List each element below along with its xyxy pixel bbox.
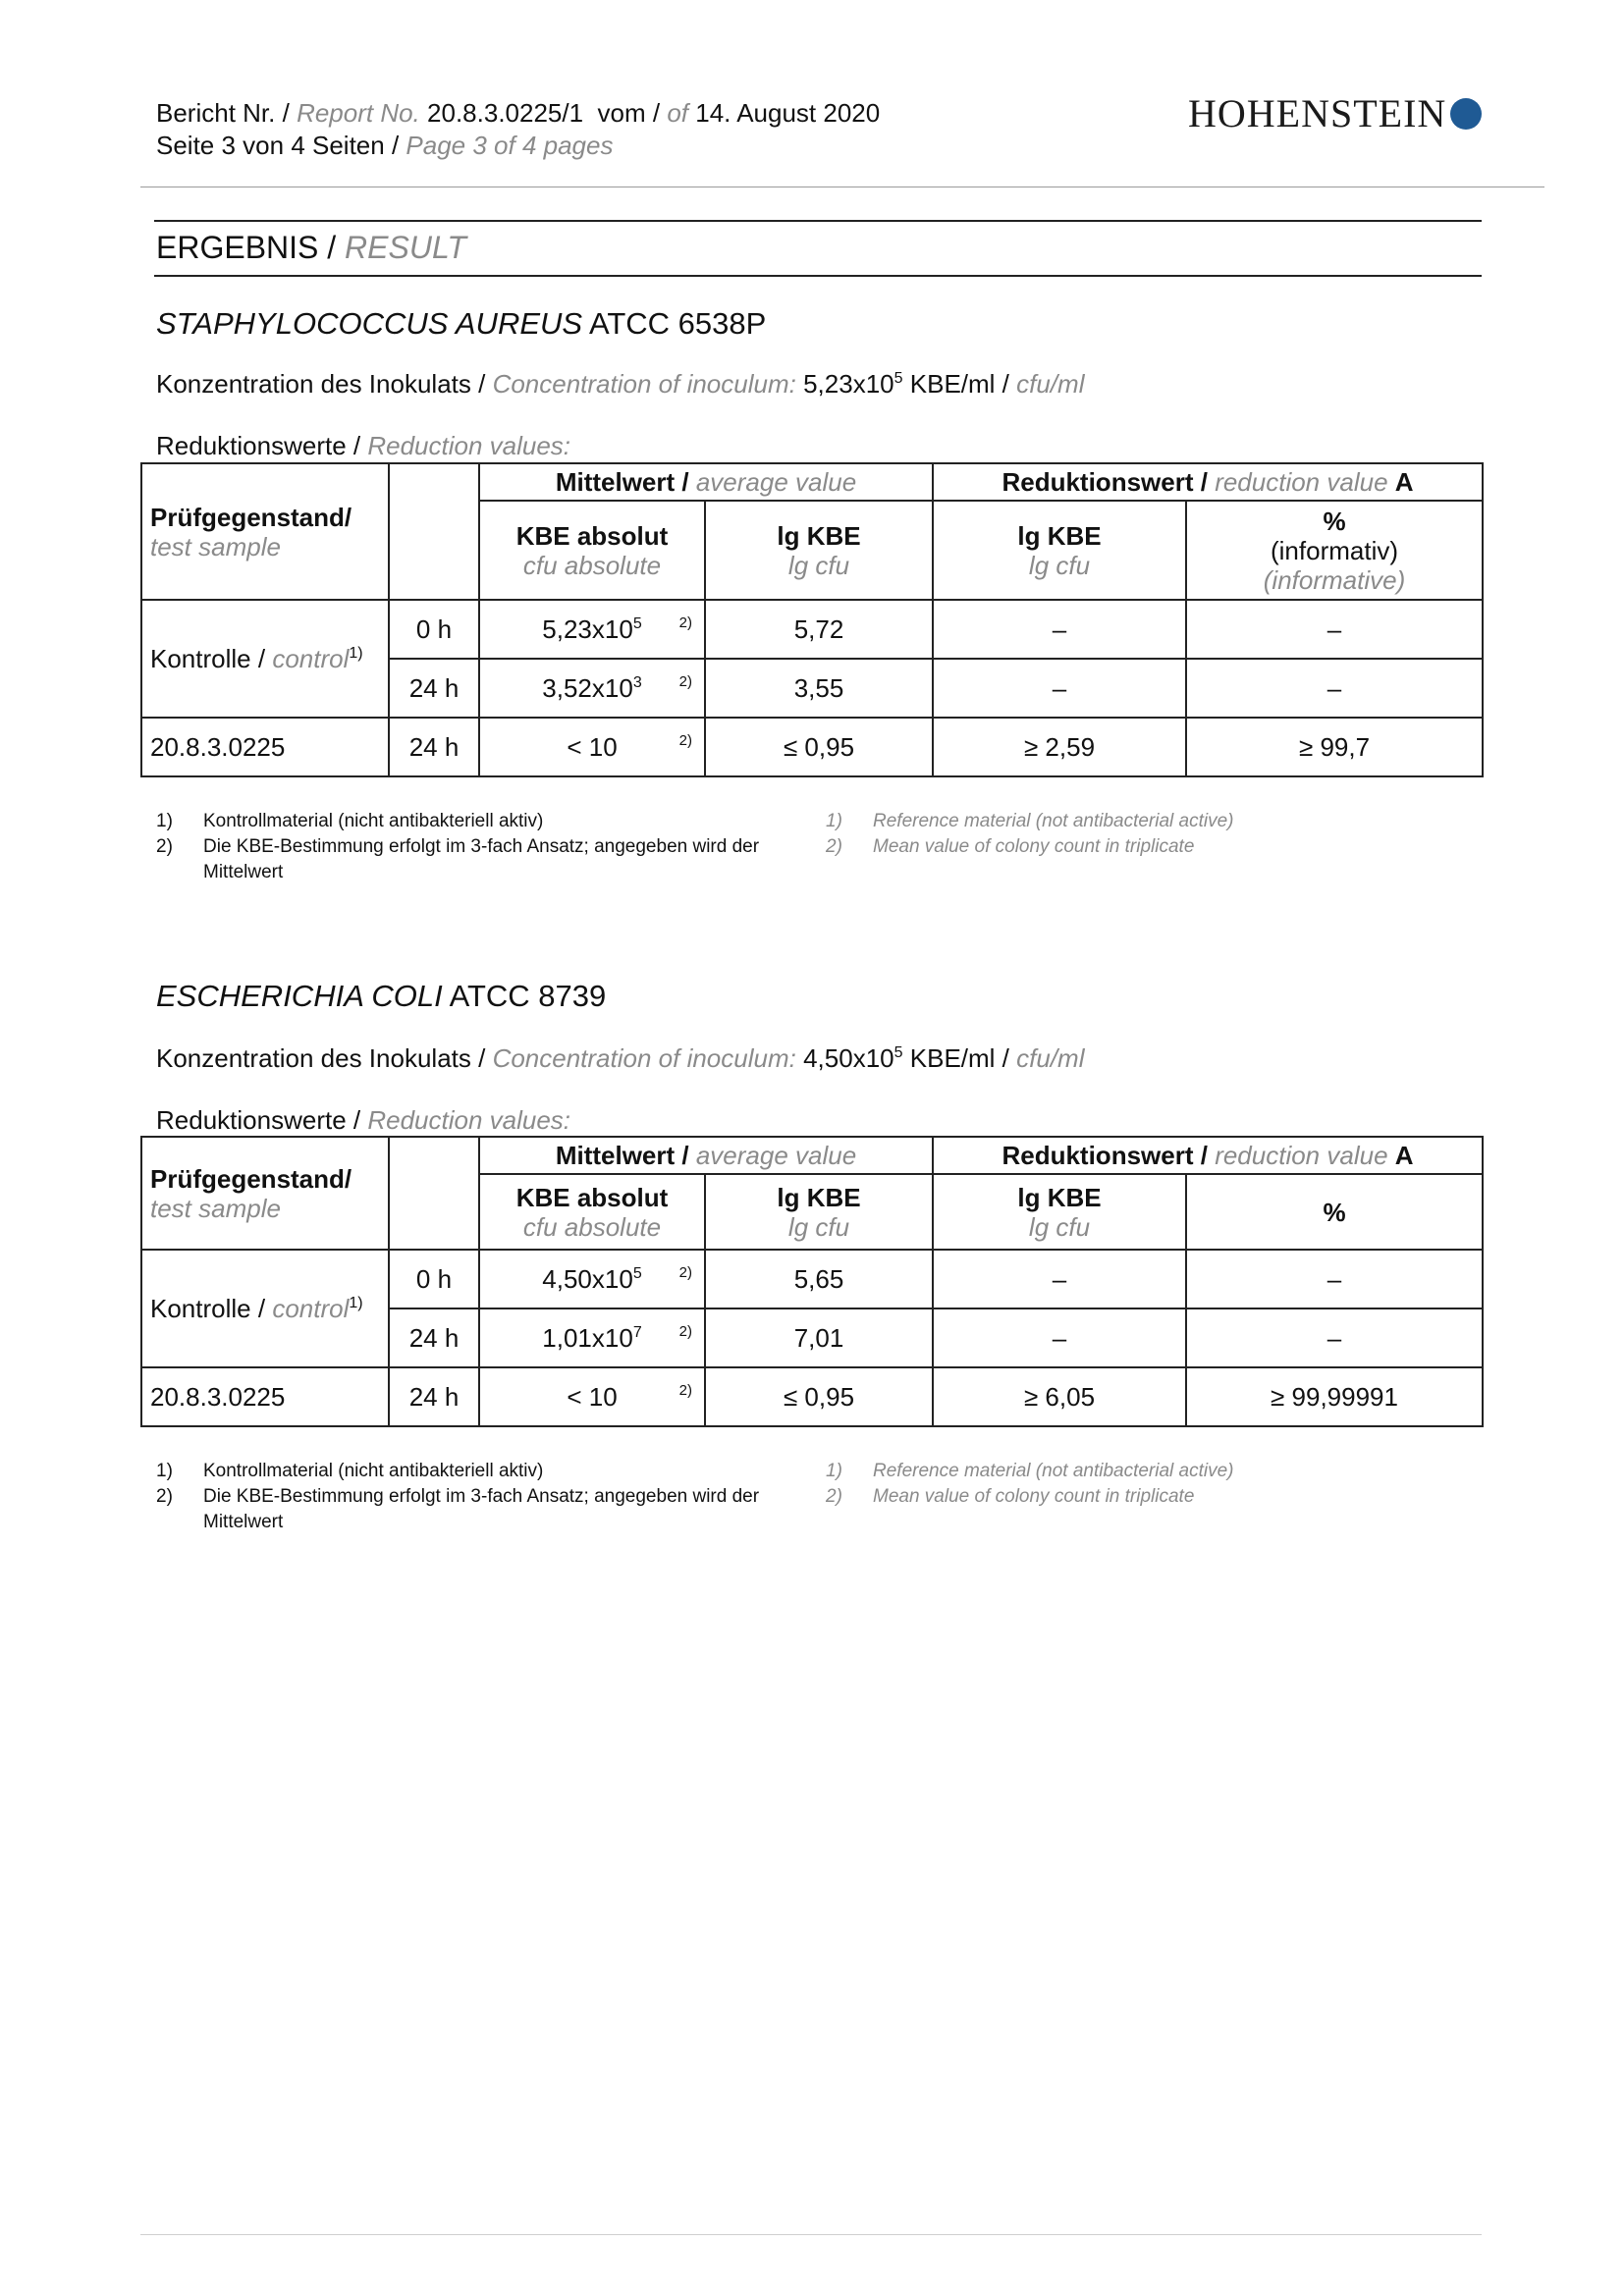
page-number-line — [156, 129, 613, 162]
kbe-mantissa: 3,52x10 — [542, 673, 633, 703]
footnote-num: 2) — [826, 836, 842, 857]
time-cell: 24 h — [389, 718, 479, 776]
page-label-de: Seite 3 von 4 Seiten / — [156, 131, 400, 160]
lg-kbe-de: lg KBE — [777, 1182, 861, 1212]
footnote-num: 2) — [156, 1486, 173, 1507]
inoculum-concentration — [156, 369, 1084, 400]
avg-en: average value — [695, 1141, 857, 1170]
table-row — [141, 1250, 1483, 1308]
control-de: Kontrolle / — [150, 644, 266, 673]
lg-cell: 5,65 — [705, 1250, 933, 1308]
footnote-ref: 2) — [678, 1382, 692, 1399]
sample-id-cell: 20.8.3.0225 — [141, 718, 389, 776]
report-label-de: Bericht Nr. / — [156, 98, 290, 128]
red-a: A — [1394, 467, 1414, 497]
report-label-en: Report No. — [297, 98, 420, 128]
footnotes-en — [826, 809, 1415, 860]
red-lg-cell: – — [933, 1308, 1186, 1367]
control-label — [141, 1250, 389, 1367]
header-reduction — [933, 463, 1483, 501]
pct-symbol: % — [1323, 1197, 1346, 1227]
concentration-label-de: Konzentration des Inokulats / — [156, 369, 486, 399]
red-lg-kbe-en: lg cfu — [1028, 1211, 1091, 1242]
red-lg-cell: – — [933, 1250, 1186, 1308]
pct-informativ: (informativ) — [1271, 535, 1399, 565]
red-lg-cell: ≥ 2,59 — [933, 718, 1186, 776]
footnote-num: 1) — [156, 1461, 173, 1481]
header-percent — [1186, 501, 1483, 600]
red-en: reduction value — [1215, 1141, 1388, 1170]
concentration-label-en: Concentration of inoculum: — [492, 1043, 796, 1073]
time-cell: 24 h — [389, 1308, 479, 1367]
footnote-text: Mean value of colony count in triplicate — [873, 1486, 1195, 1507]
red-pct-cell: ≥ 99,99991 — [1186, 1367, 1483, 1426]
control-footnote-ref: 1) — [349, 645, 363, 662]
footnote-text: Die KBE-Bestimmung erfolgt im 3-fach Ansatz; angegeben wird der Mittelwert — [203, 836, 760, 882]
header-kbe-absolut — [479, 501, 705, 600]
organism-heading — [156, 979, 606, 1014]
header-kbe-absolut — [479, 1174, 705, 1250]
header-test-sample — [141, 463, 389, 600]
header-red-lg-kbe — [933, 1174, 1186, 1250]
kbe-abs-de: KBE absolut — [515, 520, 669, 551]
table-row — [141, 600, 1483, 659]
unit-en: cfu/ml — [1016, 1043, 1085, 1073]
reduction-label-en: Reduction values: — [367, 431, 571, 460]
footnotes-de — [156, 1459, 804, 1535]
header-average — [479, 1137, 933, 1174]
footnotes-en — [826, 1459, 1415, 1510]
footnote-num: 1) — [826, 811, 842, 831]
result-top-rule — [154, 220, 1482, 222]
lg-cell: 5,72 — [705, 600, 933, 659]
lg-kbe-en: lg cfu — [787, 550, 850, 580]
concentration-label-de: Konzentration des Inokulats / — [156, 1043, 486, 1073]
header-lg-kbe — [705, 501, 933, 600]
organism-strain: ATCC 8739 — [449, 979, 607, 1013]
red-pct-cell: – — [1186, 1308, 1483, 1367]
red-de: Reduktionswert / — [1001, 1141, 1208, 1170]
kbe-abs-en: cfu absolute — [522, 550, 662, 580]
results-table-ecoli — [140, 1136, 1484, 1427]
pct-symbol: % — [1323, 506, 1346, 536]
time-cell: 0 h — [389, 1250, 479, 1308]
date-label-de: vom / — [597, 98, 661, 128]
results-table-staph — [140, 462, 1484, 777]
kbe-cell — [479, 1250, 705, 1308]
kbe-abs-de: KBE absolut — [515, 1182, 669, 1212]
control-footnote-ref: 1) — [349, 1295, 363, 1311]
concentration-exponent: 5 — [893, 1044, 903, 1061]
result-title — [156, 230, 466, 266]
result-title-en: RESULT — [345, 230, 466, 265]
lg-kbe-en: lg cfu — [787, 1211, 850, 1242]
footnote-ref: 2) — [678, 1323, 692, 1340]
table-row — [141, 1367, 1483, 1426]
footnote-text: Reference material (not antibacterial active) — [873, 811, 1234, 831]
footnote-text: Kontrollmaterial (nicht antibakteriell aktiv) — [203, 1461, 544, 1481]
table-row — [141, 718, 1483, 776]
red-lg-kbe-de: lg KBE — [1017, 520, 1102, 551]
footnote-ref: 2) — [678, 673, 692, 690]
red-a: A — [1394, 1141, 1414, 1170]
organism-name: STAPHYLOCOCCUS AUREUS — [156, 306, 583, 341]
red-pct-cell: – — [1186, 600, 1483, 659]
lg-cell: 7,01 — [705, 1308, 933, 1367]
logo-text: HOHENSTEIN — [1188, 91, 1447, 135]
inoculum-concentration — [156, 1043, 1084, 1074]
footnote-num: 2) — [156, 836, 173, 857]
kbe-mantissa: 1,01x10 — [542, 1323, 633, 1353]
red-pct-cell: – — [1186, 659, 1483, 718]
unit-de: KBE/ml / — [909, 369, 1009, 399]
red-de: Reduktionswert / — [1001, 467, 1208, 497]
time-cell: 24 h — [389, 659, 479, 718]
header-reduction — [933, 1137, 1483, 1174]
test-sample-en: test sample — [150, 531, 281, 561]
lg-cell: 3,55 — [705, 659, 933, 718]
footnote-ref: 2) — [678, 614, 692, 631]
concentration-value: 4,50x10 — [803, 1043, 894, 1073]
time-cell: 0 h — [389, 600, 479, 659]
kbe-exponent: 5 — [632, 615, 642, 632]
red-lg-kbe-de: lg KBE — [1017, 1182, 1102, 1212]
red-en: reduction value — [1215, 467, 1388, 497]
result-bottom-rule — [154, 275, 1482, 277]
report-date: 14. August 2020 — [695, 98, 881, 128]
report-number: 20.8.3.0225/1 — [427, 98, 584, 128]
footnote-text: Kontrollmaterial (nicht antibakteriell aktiv) — [203, 811, 544, 831]
control-en: control — [272, 644, 350, 673]
footnote-ref: 2) — [678, 732, 692, 749]
footnotes-de — [156, 809, 804, 885]
test-sample-en: test sample — [150, 1193, 281, 1223]
lg-cell: ≤ 0,95 — [705, 1367, 933, 1426]
reduction-label-de: Reduktionswerte / — [156, 1105, 361, 1135]
footnote-num: 1) — [826, 1461, 842, 1481]
organism-strain: ATCC 6538P — [588, 306, 767, 341]
lg-cell: ≤ 0,95 — [705, 718, 933, 776]
footnote-text: Reference material (not antibacterial active) — [873, 1461, 1234, 1481]
lg-kbe-de: lg KBE — [777, 520, 861, 551]
avg-en: average value — [695, 467, 857, 497]
test-sample-de: Prüfgegenstand/ — [150, 502, 352, 532]
header-time — [389, 463, 479, 600]
date-label-en: of — [667, 98, 689, 128]
red-lg-cell: ≥ 6,05 — [933, 1367, 1186, 1426]
red-pct-cell: – — [1186, 1250, 1483, 1308]
organism-heading — [156, 306, 766, 342]
header-time — [389, 1137, 479, 1250]
header-test-sample — [141, 1137, 389, 1250]
footnote-num: 1) — [156, 811, 173, 831]
kbe-cell — [479, 1367, 705, 1426]
organism-name: ESCHERICHIA COLI — [156, 979, 443, 1013]
reduction-label-de: Reduktionswerte / — [156, 431, 361, 460]
footnote-ref: 2) — [678, 1264, 692, 1281]
kbe-cell — [479, 718, 705, 776]
red-pct-cell: ≥ 99,7 — [1186, 718, 1483, 776]
reduction-label-en: Reduction values: — [367, 1105, 571, 1135]
footer-divider — [140, 2234, 1482, 2235]
header-red-lg-kbe — [933, 501, 1186, 600]
test-sample-de: Prüfgegenstand/ — [150, 1163, 352, 1194]
concentration-exponent: 5 — [893, 370, 903, 387]
kbe-cell — [479, 1308, 705, 1367]
page-label-en: Page 3 of 4 pages — [406, 131, 614, 160]
header-lg-kbe — [705, 1174, 933, 1250]
concentration-label-en: Concentration of inoculum: — [492, 369, 796, 399]
kbe-mantissa: 4,50x10 — [542, 1264, 633, 1294]
sample-id-cell: 20.8.3.0225 — [141, 1367, 389, 1426]
kbe-mantissa: 5,23x10 — [542, 614, 633, 644]
kbe-exponent: 7 — [632, 1324, 642, 1341]
hohenstein-logo — [1188, 90, 1482, 136]
kbe-cell — [479, 659, 705, 718]
kbe-cell — [479, 600, 705, 659]
pct-informative: (informative) — [1263, 564, 1406, 595]
kbe-abs-en: cfu absolute — [522, 1211, 662, 1242]
avg-de: Mittelwert / — [555, 1141, 689, 1170]
red-lg-kbe-en: lg cfu — [1028, 550, 1091, 580]
header-percent — [1186, 1174, 1483, 1250]
footnote-num: 2) — [826, 1486, 842, 1507]
kbe-value: < 10 — [567, 732, 618, 762]
red-lg-cell: – — [933, 659, 1186, 718]
footnote-text: Mean value of colony count in triplicate — [873, 836, 1195, 857]
avg-de: Mittelwert / — [555, 467, 689, 497]
reduction-values-label — [156, 431, 570, 461]
kbe-exponent: 3 — [632, 674, 642, 691]
unit-de: KBE/ml / — [909, 1043, 1009, 1073]
result-title-de: ERGEBNIS / — [156, 230, 337, 265]
control-label — [141, 600, 389, 718]
control-en: control — [272, 1294, 350, 1323]
red-lg-cell: – — [933, 600, 1186, 659]
header-average — [479, 463, 933, 501]
kbe-value: < 10 — [567, 1382, 618, 1412]
reduction-values-label — [156, 1105, 570, 1136]
concentration-value: 5,23x10 — [803, 369, 894, 399]
logo-dot-icon — [1450, 98, 1482, 130]
kbe-exponent: 5 — [632, 1265, 642, 1282]
time-cell: 24 h — [389, 1367, 479, 1426]
control-de: Kontrolle / — [150, 1294, 266, 1323]
footnote-text: Die KBE-Bestimmung erfolgt im 3-fach Ansatz; angegeben wird der Mittelwert — [203, 1486, 760, 1532]
report-number-line — [156, 96, 880, 130]
unit-en: cfu/ml — [1016, 369, 1085, 399]
